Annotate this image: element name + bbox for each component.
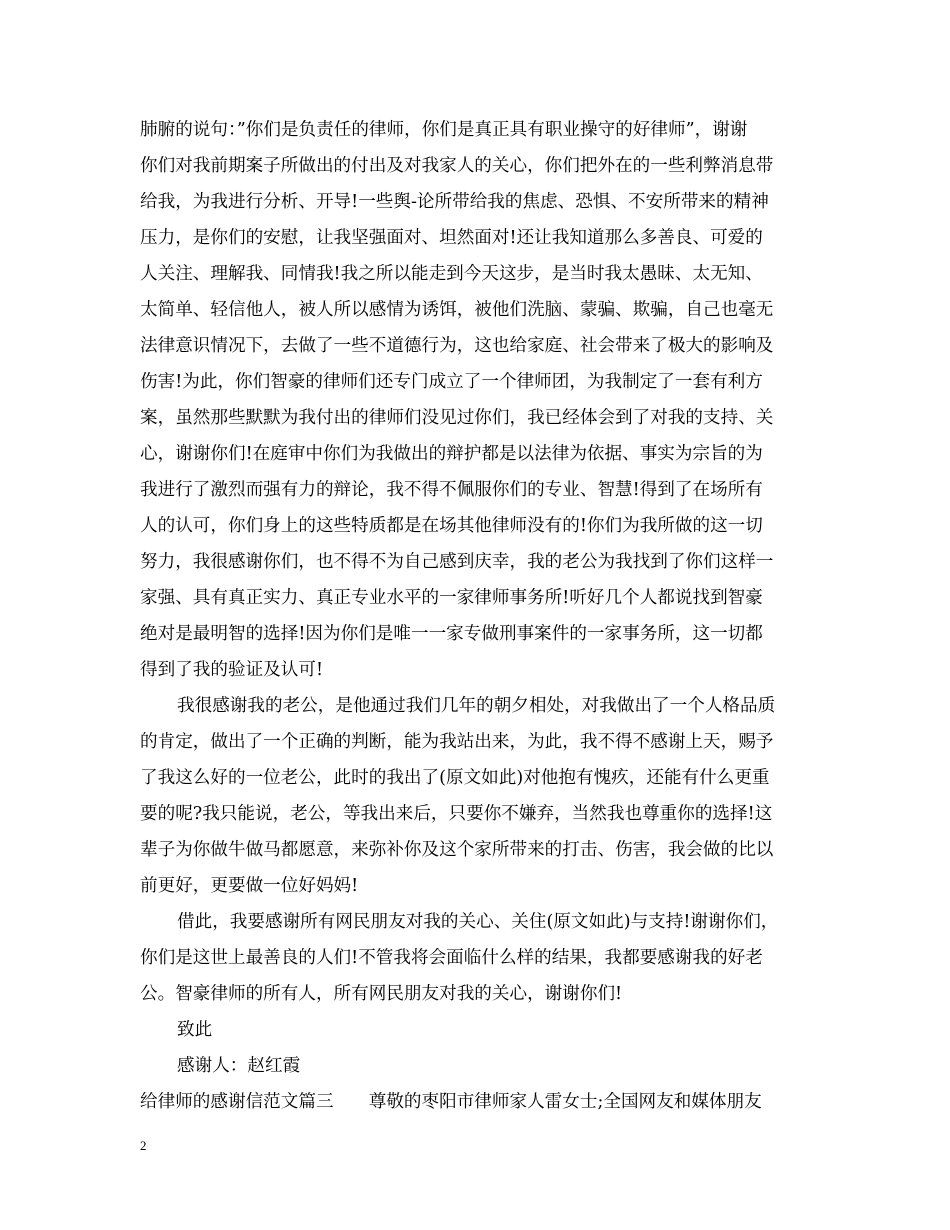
section-heading-line: 给律师的感谢信范文篇三 尊敬的枣阳市律师家人雷女士;全国网友和媒体朋友	[140, 1092, 762, 1112]
text-line: 得到了我的验证及认可!	[140, 660, 324, 680]
page-number: 2	[140, 1138, 147, 1153]
text-line: 太简单、轻信他人，被人所以感情为诱饵，被他们洗脑、蒙骗、欺骗，自己也毫无	[140, 300, 774, 320]
text-line: 伤害!为此，你们智豪的律师们还专门成立了一个律师团，为我制定了一套有利方	[140, 372, 763, 392]
text-line: 了我这么好的一位老公，此时的我出了(原文如此)对他抱有愧疚，还能有什么更重	[140, 768, 770, 788]
paragraph-first-line: 借此，我要感谢所有网民朋友对我的关心、关住(原文如此)与支持!谢谢你们，	[177, 912, 779, 932]
text-line: 你们对我前期案子所做出的付出及对我家人的关心，你们把外在的一些利弊消息带	[140, 156, 774, 176]
signature-line: 感谢人：赵红霞	[177, 1056, 301, 1076]
text-line: 努力，我很感谢你们，也不得不为自己感到庆幸，我的老公为我找到了你们这样一	[140, 552, 774, 572]
closing-line: 致此	[177, 1020, 213, 1040]
text-line: 法律意识情况下，去做了一些不道德行为，这也给家庭、社会带来了极大的影响及	[140, 336, 774, 356]
text-line: 给我，为我进行分析、开导!一些舆-论所带给我的焦虑、恐惧、不安所带来的精神	[140, 192, 769, 212]
text-line: 你们是这世上最善良的人们!不管我将会面临什么样的结果，我都要感谢我的好老	[140, 948, 763, 968]
text-line: 压力，是你们的安慰，让我坚强面对、坦然面对!还让我知道那么多善良、可爱的	[140, 228, 763, 248]
text-line: 肺腑的说句：”你们是负责任的律师，你们是真正具有职业操守的好律师”，谢谢	[140, 120, 748, 140]
text-line: 家强、具有真正实力、真正专业水平的一家律师事务所!听好几个人都说找到智豪	[140, 588, 763, 608]
text-line: 人的认可，你们身上的这些特质都是在场其他律师没有的!你们为我所做的这一切	[140, 516, 763, 536]
text-line: 前更好，更要做一位好妈妈!	[140, 876, 359, 896]
text-line: 的肯定，做出了一个正确的判断，能为我站出来，为此，我不得不感谢上天，赐予	[140, 732, 774, 752]
text-line: 辈子为你做牛做马都愿意，来弥补你及这个家所带来的打击、伤害，我会做的比以	[140, 840, 774, 860]
text-line: 心，谢谢你们!在庭审中你们为我做出的辩护都是以法律为依据、事实为宗旨的为	[140, 444, 763, 464]
text-line: 绝对是最明智的选择!因为你们是唯一一家专做刑事案件的一家事务所，这一切都	[140, 624, 763, 644]
paragraph-first-line: 我很感谢我的老公，是他通过我们几年的朝夕相处，对我做出了一个人格品质	[177, 696, 776, 716]
text-line: 公。智豪律师的所有人，所有网民朋友对我的关心，谢谢你们!	[140, 984, 623, 1004]
text-line: 我进行了激烈而强有力的辩论，我不得不佩服你们的专业、智慧!得到了在场所有	[140, 480, 763, 500]
text-line: 案，虽然那些默默为我付出的律师们没见过你们，我已经体会到了对我的支持、关	[140, 408, 774, 428]
text-line: 要的呢?我只能说，老公，等我出来后，只要你不嫌弃，当然我也尊重你的选择!这	[140, 804, 773, 824]
text-line: 人关注、理解我、同情我!我之所以能走到今天这步，是当时我太愚昧、太无知、	[140, 264, 763, 284]
